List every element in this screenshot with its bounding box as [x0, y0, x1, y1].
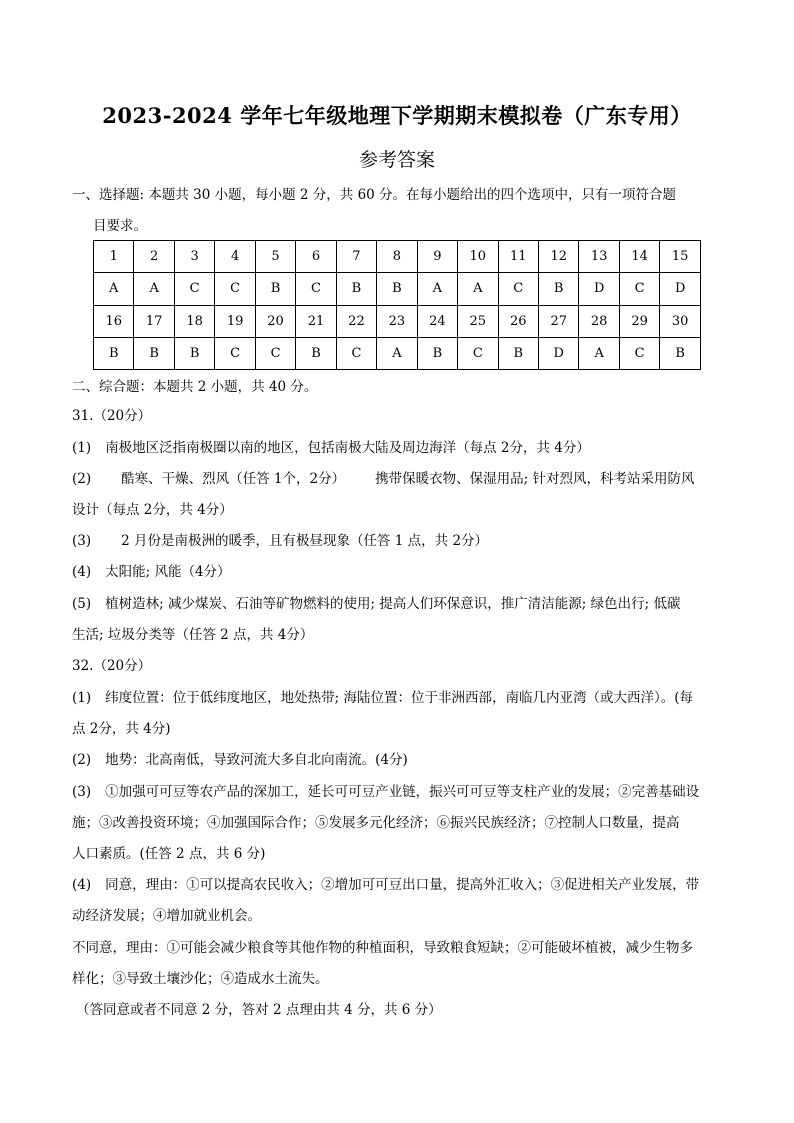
q32-part3 [72, 782, 732, 802]
answer-cell: C [336, 337, 376, 369]
answer-cell: C [619, 337, 659, 369]
q31-part5-cont: 生活; 垃圾分类等（任答 2 点，共 4分） [72, 627, 314, 643]
q32-part4-text: 同意，理由：①可以提高农民收入；②增加可可豆出口量，提高外汇收入；③促进相关产业发展，带 [105, 877, 700, 893]
q31-part2-text-b: 携带保暖衣物、保湿用品; 针对烈风，科考站采用防风 [375, 471, 695, 487]
page-subtitle: 参考答案 [358, 149, 435, 171]
q32-part4 [72, 875, 732, 895]
answer-cell: A [134, 273, 174, 305]
answer-cell: C [174, 273, 214, 305]
question-number-cell: 22 [336, 305, 376, 337]
q32-part1-number: (1) [72, 690, 92, 706]
q32-part2 [72, 750, 732, 770]
answer-row [94, 337, 701, 369]
question-number-cell: 23 [377, 305, 417, 337]
answer-cell: D [538, 337, 578, 369]
answer-cell: C [215, 337, 255, 369]
q32-part3-cont2: 人口素质。(任答 2 点，共 6 分) [72, 846, 266, 862]
section1-instructions-cont: 目要求。 [93, 218, 147, 234]
answer-cell: B [255, 273, 295, 305]
q32-part4-disagree: 不同意，理由：①可能会减少粮食等其他作物的种植面积，导致粮食短缺；②可能破坏植被，减少生物多 [72, 940, 693, 956]
q31-part2-number: (2) [72, 471, 92, 487]
question-number-cell: 24 [417, 305, 457, 337]
question-number-cell: 7 [336, 241, 376, 273]
answer-cell: D [660, 273, 701, 305]
question-number-cell: 19 [215, 305, 255, 337]
question-number-cell: 29 [619, 305, 659, 337]
answer-cell: C [255, 337, 295, 369]
question-number-cell: 2 [134, 241, 174, 273]
q31-part3-number: (3) [72, 533, 92, 549]
q31-part1-number: (1) [72, 440, 92, 456]
q31-part2-cont: 设计（每点 2分，共 4分） [72, 502, 233, 518]
question-number-cell: 27 [538, 305, 578, 337]
question-number-cell: 5 [255, 241, 295, 273]
q32-part3-cont1: 施；③改善投资环境；④加强国际合作；⑤发展多元化经济；⑥振兴民族经济；⑦控制人口数量，提高 [72, 815, 680, 831]
q32-part3-number: (3) [72, 784, 92, 800]
answer-cell: B [174, 337, 214, 369]
q31-part1-text: 南极地区泛指南极圈以南的地区，包括南极大陆及周边海洋（每点 2分，共 4分） [105, 440, 590, 456]
q31-part3 [72, 531, 732, 551]
question-number-cell: 3 [174, 241, 214, 273]
question-number-cell: 8 [377, 241, 417, 273]
question-number-cell: 25 [458, 305, 498, 337]
question-number-cell: 20 [255, 305, 295, 337]
q32-part2-text: 地势：北高南低，导致河流大多自北向南流。(4分) [105, 752, 408, 768]
q31-part2 [72, 469, 732, 489]
q32-part4-disagree-cont: 样化；③导致土壤沙化；④造成水土流失。 [72, 971, 329, 987]
question-number-cell: 15 [660, 241, 701, 273]
section2-heading: 二、综合题：本题共 2 小题，共 40 分。 [72, 379, 318, 395]
question-number-cell: 28 [579, 305, 619, 337]
question-number-cell: 4 [215, 241, 255, 273]
q31-part5-number: (5) [72, 596, 92, 612]
question-number-cell: 13 [579, 241, 619, 273]
answer-cell: A [94, 273, 134, 305]
q32-part1 [72, 688, 732, 708]
answer-cell: D [579, 273, 619, 305]
q31-part5-text: 植树造林; 减少煤炭、石油等矿物燃料的使用; 提高人们环保意识，推广清洁能源; 绿色出行; 低碳 [105, 596, 681, 612]
section1-instructions: 一、选择题: 本题共 30 小题，每小题 2 分，共 60 分。在每小题给出的四个选项中，只有一项符合题 [72, 187, 677, 203]
q31-part4-text: 太阳能; 风能（4分） [105, 564, 231, 580]
question-number-cell: 17 [134, 305, 174, 337]
q32-part4-scoring: （答同意或者不同意 2 分，答对 2 点理由共 4 分，共 6 分） [76, 1002, 442, 1018]
page-title: 2023-2024 学年七年级地理下学期期末模拟卷（广东专用） [102, 103, 692, 128]
answer-cell: B [134, 337, 174, 369]
question-number-cell: 26 [498, 305, 538, 337]
question-number-row [94, 305, 701, 337]
q32-part4-cont1: 动经济发展；④增加就业机会。 [72, 908, 261, 924]
q32-part2-number: (2) [72, 752, 92, 768]
answer-cell: C [619, 273, 659, 305]
q32-part3-text: ①加强可可豆等农产品的深加工，延长可可豆产业链，振兴可可豆等支柱产业的发展；②完善基础设 [105, 784, 700, 800]
answer-cell: B [296, 337, 336, 369]
answer-cell: C [215, 273, 255, 305]
answer-cell: B [417, 337, 457, 369]
q31-part5 [72, 594, 732, 614]
q32-heading: 32.（20分） [72, 658, 152, 674]
question-number-cell: 14 [619, 241, 659, 273]
answer-cell: C [296, 273, 336, 305]
question-number-cell: 1 [94, 241, 134, 273]
answer-cell: B [660, 337, 701, 369]
q31-heading: 31.（20分） [72, 408, 152, 424]
question-number-cell: 6 [296, 241, 336, 273]
answer-cell: B [94, 337, 134, 369]
q32-part4-number: (4) [72, 877, 92, 893]
answer-cell: B [336, 273, 376, 305]
question-number-cell: 10 [458, 241, 498, 273]
question-number-cell: 12 [538, 241, 578, 273]
answer-cell: B [498, 337, 538, 369]
q32-part1-text: 纬度位置：位于低纬度地区，地处热带; 海陆位置：位于非洲西部，南临几内亚湾（或大西洋）。(每 [105, 690, 693, 706]
question-number-cell: 9 [417, 241, 457, 273]
answer-cell: A [458, 273, 498, 305]
answer-cell: B [377, 273, 417, 305]
answer-cell: B [538, 273, 578, 305]
question-number-cell: 30 [660, 305, 701, 337]
q31-part4 [72, 562, 732, 582]
q32-part1-cont: 点 2分，共 4分) [72, 721, 171, 737]
q31-part2-text-a: 酷寒、干燥、烈风（任答 1个，2分） [121, 471, 346, 487]
question-number-cell: 21 [296, 305, 336, 337]
question-number-row [94, 241, 701, 273]
answer-cell: C [498, 273, 538, 305]
answer-cell: C [458, 337, 498, 369]
answer-cell: A [417, 273, 457, 305]
question-number-cell: 18 [174, 305, 214, 337]
question-number-cell: 11 [498, 241, 538, 273]
q31-part4-number: (4) [72, 564, 92, 580]
answer-row [94, 273, 701, 305]
q31-part1 [72, 438, 732, 458]
q31-part3-text: 2 月份是南极洲的暖季，且有极昼现象（任答 1 点，共 2分） [121, 533, 489, 549]
answer-table [93, 240, 701, 370]
question-number-cell: 16 [94, 305, 134, 337]
answer-cell: A [579, 337, 619, 369]
answer-cell: A [377, 337, 417, 369]
